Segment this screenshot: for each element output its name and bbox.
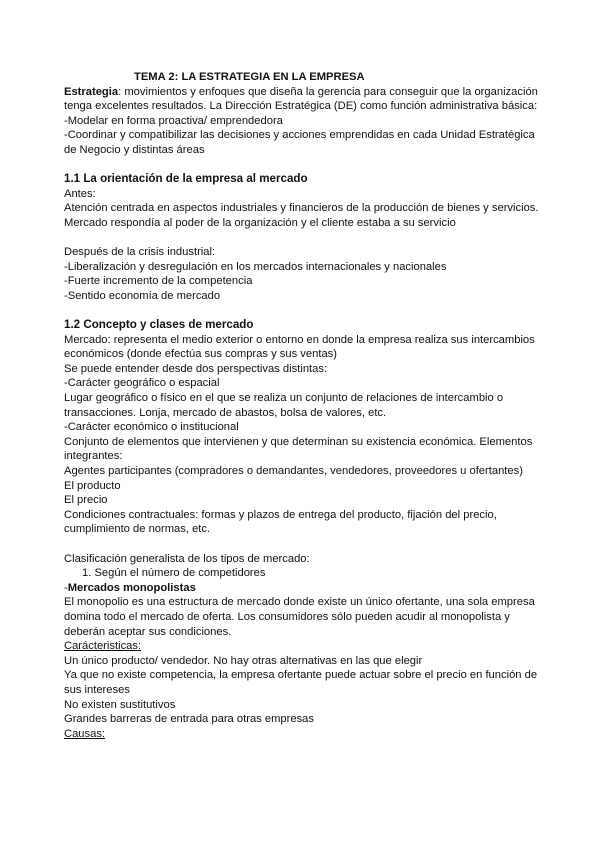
intro-item: -Modelar en forma proactiva/ emprendedora xyxy=(64,114,283,127)
paragraph: Ya que no existe competencia, la empresa ofertante puede actuar sobre el precio en función de sus intereses xyxy=(64,669,538,696)
paragraph: Mercado respondía al poder de la organización y el cliente estaba a su servicio xyxy=(64,216,456,229)
list-item: -Liberalización y desregulación en los mercados internacionales y nacionales xyxy=(64,260,447,273)
paragraph: Lugar geográfico o físico en el que se realiza un conjunto de relaciones de intercambio o transacciones. Lonja, mercado de abastos, bolsa de valores, etc. xyxy=(64,392,504,419)
paragraph: Se puede entender desde dos perspectivas distintas: xyxy=(64,362,328,375)
despues-label: Después de la crisis industrial: xyxy=(64,246,216,259)
paragraph: El producto xyxy=(64,479,121,492)
paragraph: Agentes participantes (compradores o demandantes, vendedores, proveedores u ofertantes) xyxy=(64,465,523,478)
numbered-list-item: 1. Según el número de competidores xyxy=(82,567,266,580)
monopolio-title: Mercados monopolistas xyxy=(67,581,196,594)
section-heading: 1.1 La orientación de la empresa al mercado xyxy=(64,172,308,186)
intro-item: -Coordinar y compatibilizar las decisiones y acciones emprendidas en cada Unidad Estratégica de Negocio y distintas áreas xyxy=(64,129,535,156)
paragraph: El monopolio es una estructura de mercado donde existe un único ofertante, una sola empresa domina todo el mercado de oferta. Los consumidores sólo pueden acudir al monopolista y deberán aceptar sus condiciones. xyxy=(64,596,535,638)
paragraph: Condiciones contractuales: formas y plazos de entrega del producto, fijación del precio, cumplimiento de normas, etc. xyxy=(64,508,497,536)
estrategia-paragraph xyxy=(64,85,544,114)
estrategia-label: Estrategia xyxy=(64,85,119,98)
estrategia-text: : movimientos y enfoques que diseña la gerencia para conseguir que la organización tenga excelentes resultados. La Dirección Estratégica (DE) como función administrativa básica: xyxy=(64,85,538,113)
antes-label: Antes: xyxy=(64,187,96,200)
paragraph: Mercado: representa el medio exterior o entorno en donde la empresa realiza sus intercambios económicos (donde efectúa sus compras y sus ventas) xyxy=(64,333,535,361)
document-title: TEMA 2: LA ESTRATEGIA EN LA EMPRESA xyxy=(134,71,365,83)
list-item: -Fuerte incremento de la competencia xyxy=(64,275,253,288)
paragraph: No existen sustitutivos xyxy=(64,698,176,711)
caracteristicas-label: Carácteristicas: xyxy=(64,640,142,653)
paragraph: El precio xyxy=(64,494,108,507)
list-item: -Sentido economía de mercado xyxy=(64,289,221,302)
paragraph: -Carácter geográfico o espacial xyxy=(64,377,220,390)
paragraph: Conjunto de elementos que intervienen y que determinan su existencia económica. Elementos integrantes: xyxy=(64,435,533,463)
paragraph: -Carácter económico o institucional xyxy=(64,421,239,434)
clasificacion-line: Clasificación generalista de los tipos de mercado: xyxy=(64,552,310,565)
document-page xyxy=(64,70,544,741)
causas-label: Causas: xyxy=(64,727,106,740)
paragraph: Atención centrada en aspectos industriales y financieros de la producción de bienes y servicios. xyxy=(64,202,539,215)
paragraph: Grandes barreras de entrada para otras empresas xyxy=(64,713,314,726)
monopolio-heading xyxy=(64,581,544,596)
paragraph: Un único producto/ vendedor. No hay otras alternativas en las que elegir xyxy=(64,654,423,667)
dash-prefix: - xyxy=(64,581,68,594)
section-heading: 1.2 Concepto y clases de mercado xyxy=(64,318,254,332)
